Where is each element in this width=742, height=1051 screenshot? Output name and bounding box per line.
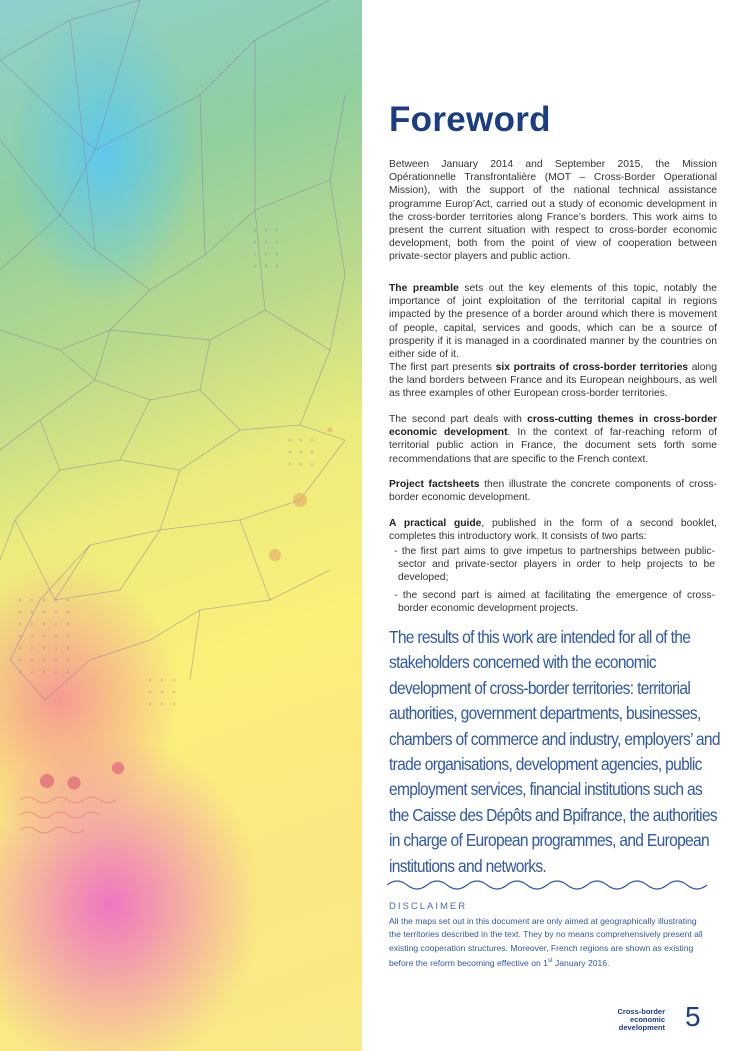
second-part-paragraph <box>389 413 717 466</box>
preamble-text: sets out the key elements of this topic, notably the importance of joint exploitation of the territorial capital in regions impacted by the presence of a border around which there is movement of people, capital, services and goods, which can be a source of prosperity if it is managed in a coordinated manner by the countries on either side of it. <box>389 283 717 361</box>
bullet-item-second-part: - the second part is aimed at facilitating the emergence of cross-border economic development projects. <box>394 589 715 614</box>
footer-line-2: economic <box>629 1015 665 1025</box>
intro-paragraph: Between January 2014 and September 2015, the Mission Opérationnelle Transfrontalière (MOT – Cross-Border Operational Mission), with the support of the national technical assistance programme Europ’Act, carried out a study of economic development in the cross-border territories along France’s borders. This work aims to present the current situation with respect to cross-border economic development, both from the point of view of cooperation between private-sector players and public action. <box>389 159 717 263</box>
decorative-network-illustration <box>0 0 362 1051</box>
preamble-paragraph <box>389 282 717 361</box>
factsheets-paragraph <box>389 478 717 504</box>
preamble-bold-label: The preamble <box>389 283 459 294</box>
first-part-lead: The first part presents <box>389 362 496 373</box>
practical-guide-bold: A practical guide <box>389 518 482 529</box>
page-title: Foreword <box>389 100 551 139</box>
second-part-bold: cross-cutting themes in cross-border economic development <box>389 414 717 439</box>
footer-line-3: development <box>618 1023 665 1033</box>
factsheets-bold: Project factsheets <box>389 479 480 490</box>
page-number: 5 <box>685 1001 701 1032</box>
practical-guide-text: , published in the form of a second booklet, completes this introductory work. It consists of two parts: <box>389 518 717 543</box>
first-part-paragraph <box>389 361 717 401</box>
disclaimer-end: January 2016. <box>552 957 610 968</box>
second-part-text: . In the context of far-reaching reform of territorial public action in France, the document sets forth some recommendations that are specific to the French context. <box>389 427 718 465</box>
disclaimer-superscript: st <box>547 957 553 964</box>
first-part-text: along the land borders between France and its European neighbours, as well as three examples of other European cross-border territories. <box>389 362 717 400</box>
practical-guide-paragraph <box>389 517 717 543</box>
wave-divider <box>387 878 712 892</box>
footer-line-1: Cross-border <box>617 1007 665 1016</box>
bullet-item-first-part: - the first part aims to give impetus to partnerships between public-sector and private-sector players in order to help projects to be developed; <box>394 546 715 584</box>
factsheets-text: then illustrate the concrete components of cross-border economic development. <box>389 479 717 504</box>
disclaimer-heading: DISCLAIMER <box>389 901 468 912</box>
highlight-statement: The results of this work are intended for all of the stakeholders concerned with the economic development of cross-border territories: territorial authorities, government departments, businesses, chambers of commerce and industry, employers’ and trade organisations, development agencies, public employment services, financial institutions such as the Caisse des Dépôts and Bpifrance, the authorities in charge of European programmes, and European institutions and networks. <box>389 627 720 876</box>
footer-section-label <box>600 1008 665 1033</box>
disclaimer-text <box>389 915 709 970</box>
first-part-bold: six portraits of cross-border territories <box>495 362 689 373</box>
second-part-lead: The second part deals with <box>389 414 528 425</box>
bullet-list <box>389 545 715 615</box>
network-lines-graphic <box>0 0 362 1051</box>
disclaimer-body: All the maps set out in this document are only aimed at geographically illustrating the territories described in the text. They by no means comprehensively present all existing cooperation structures. Moreover, French regions are shown as existing before the reform becoming effective on 1 <box>389 916 703 968</box>
